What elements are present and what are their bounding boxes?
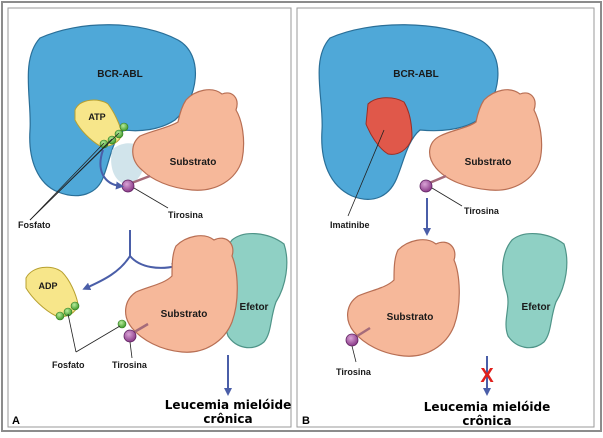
substrate-bottom-b-label: Substrato [386, 312, 434, 323]
disease-b-line2: crônica [462, 414, 512, 428]
kinase-label: BCR-ABL [393, 69, 439, 80]
tyrosine-bottom-b-label: Tirosina [336, 367, 371, 377]
atp-label: ATP [88, 112, 106, 122]
tyrosine-residue [122, 180, 134, 192]
block-mark: X [480, 365, 494, 387]
effector-a-label: Efetor [239, 302, 269, 313]
tyrosine-top-b-label: Tirosina [464, 206, 499, 216]
substrate-bottom-a-label: Substrato [160, 309, 208, 320]
tyrosine-top-label: Tirosina [168, 210, 203, 220]
tyrosine-residue [124, 330, 136, 342]
adp-label: ADP [38, 281, 58, 291]
panel-a-letter: A [12, 415, 20, 427]
effector-b-label: Efetor [521, 302, 551, 313]
imatinib-label: Imatinibe [330, 220, 370, 230]
substrate-top-b-label: Substrato [464, 157, 512, 168]
phosphate-dot [71, 302, 79, 310]
substrate-top-label: Substrato [169, 157, 217, 168]
panel-b-letter: B [302, 415, 310, 427]
disease-a-line1: Leucemia mielóide [164, 398, 292, 412]
phosphate-dot [56, 312, 64, 320]
disease-a-line2: crônica [203, 412, 253, 426]
disease-b-line1: Leucemia mielóide [423, 400, 551, 414]
tyrosine-residue [420, 180, 432, 192]
phosphate-dot [120, 123, 128, 131]
tyrosine-bottom-label: Tirosina [112, 360, 147, 370]
phosphate-bottom-label: Fosfato [52, 360, 85, 370]
kinase-label: BCR-ABL [97, 69, 143, 80]
phosphate-dot [115, 130, 123, 138]
tyrosine-residue [346, 334, 358, 346]
phosphate-top-label: Fosfato [18, 220, 51, 230]
